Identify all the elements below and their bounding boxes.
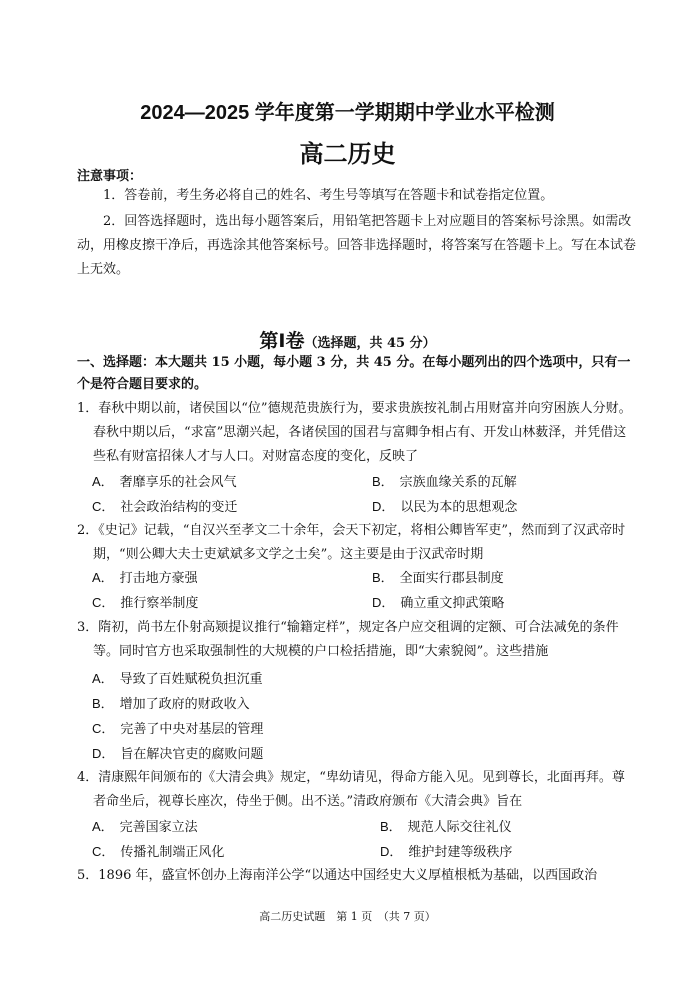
option-text: 传播礼制端正风化: [120, 845, 225, 860]
option-letter: D．: [380, 844, 403, 859]
exam-subject: 高二历史: [299, 140, 396, 168]
question-stem: 4．清康熙年间颁布的《大清会典》规定，“卑幼请见，得命方能入见。见到尊长，北面再拜。尊者命坐后，视尊长座次，侍坐于侧。出不送。”清政府颁布《大清会典》旨在: [77, 770, 625, 809]
question-3: [77, 616, 633, 664]
q1-option-d[interactable]: [372, 497, 517, 518]
question-stem: 2．《史记》记载，“自汉兴至孝文二十余年，会天下初定，将相公卿皆军吏”，然而到了汉武帝时期，“则公卿大夫士吏斌斌多文学之士矣”。这主要是由于汉武帝时期: [77, 523, 626, 562]
option-letter: D．: [92, 746, 115, 761]
q3-option-d[interactable]: [92, 744, 263, 765]
question-1: [77, 397, 633, 469]
option-letter: C．: [92, 721, 115, 736]
option-text: 增加了政府的财政收入: [119, 697, 250, 712]
question-2: [77, 519, 633, 567]
option-text: 以民为本的思想观念: [400, 500, 518, 515]
option-text: 推行察举制度: [120, 596, 199, 611]
option-text: 奢靡享乐的社会风气: [119, 475, 237, 490]
option-letter: B．: [92, 696, 114, 711]
page-footer: 高二历史试题 第 1 页 （共 7 页）: [259, 910, 436, 923]
option-letter: B．: [372, 474, 394, 489]
option-text: 确立重文抑武策略: [400, 596, 505, 611]
question-5: [77, 864, 633, 888]
option-letter: C．: [92, 844, 115, 859]
option-text: 完善了中央对基层的管理: [120, 722, 264, 737]
q1-option-b[interactable]: [372, 472, 517, 493]
option-text: 全面实行郡县制度: [399, 571, 504, 586]
option-text: 规范人际交往礼仪: [407, 820, 512, 835]
option-text: 宗族血缘关系的瓦解: [399, 475, 517, 490]
option-text: 打击地方豪强: [119, 571, 198, 586]
part-1-subtitle: （选择题，共 45 分）: [304, 336, 436, 351]
section-instructions: 一、选择题：本大题共 15 小题，每小题 3 分，共 45 分。在每小题列出的四个选项中，只有一个是符合题目要求的。: [77, 355, 631, 392]
option-text: 社会政治结构的变迁: [120, 500, 238, 515]
q3-option-b[interactable]: [92, 694, 250, 715]
option-text: 维护封建等级秩序: [408, 845, 513, 860]
option-letter: C．: [92, 499, 115, 514]
question-stem: 5．1896 年，盛宣怀创办上海南洋公学“以通达中国经史大义厚植根柢为基础，以西国政治: [77, 868, 598, 883]
q2-option-d[interactable]: [372, 593, 504, 614]
q4-option-a[interactable]: [92, 817, 198, 838]
q2-option-c[interactable]: [92, 593, 198, 614]
option-text: 导致了百姓赋税负担沉重: [119, 672, 263, 687]
q4-option-d[interactable]: [380, 842, 512, 863]
q4-option-b[interactable]: [380, 817, 512, 838]
part-1-heading: [0, 326, 695, 353]
q1-option-a[interactable]: [92, 472, 237, 493]
option-letter: D．: [372, 595, 395, 610]
question-stem: 1．春秋中期以前，诸侯国以“位”德规范贵族行为，要求贵族按礼制占用财富并向穷困族人分财。春秋中期以后，“求富”思潮兴起，各诸侯国的国君与富卿争相占有、开发山林薮泽，并凭借这些私有财富招徕人才与人口。对财富态度的变化，反映了: [77, 401, 632, 464]
option-letter: D．: [372, 499, 395, 514]
q3-option-c[interactable]: [92, 719, 263, 740]
option-letter: B．: [380, 819, 402, 834]
q3-option-a[interactable]: [92, 669, 263, 690]
option-letter: C．: [92, 595, 115, 610]
option-letter: A．: [92, 671, 114, 686]
notice-heading: 注意事项：: [77, 169, 143, 184]
option-text: 旨在解决官吏的腐败问题: [120, 747, 264, 762]
question-stem: 3．隋初，尚书左仆射高颎提议推行“输籍定样”，规定各户应交租调的定额、可合法减免的条件等。同时官方也采取强制性的大规模的户口检括措施，即“大索貌阅”。这些措施: [77, 620, 619, 659]
option-text: 完善国家立法: [119, 820, 198, 835]
exam-title: 2024—2025 学年度第一学期期中学业水平检测: [140, 102, 555, 124]
q2-option-a[interactable]: [92, 568, 198, 589]
part-1-title: 第Ⅰ卷: [259, 330, 305, 352]
option-letter: B．: [372, 570, 394, 585]
notice-item-1: 1．答卷前，考生务必将自己的姓名、考生号等填写在答题卡和试卷指定位置。: [103, 188, 554, 203]
q4-option-c[interactable]: [92, 842, 224, 863]
question-4: [77, 766, 633, 814]
option-letter: A．: [92, 570, 114, 585]
option-letter: A．: [92, 819, 114, 834]
q2-option-b[interactable]: [372, 568, 504, 589]
q1-option-c[interactable]: [92, 497, 237, 518]
option-letter: A．: [92, 474, 114, 489]
notice-item-2: 2．回答选择题时，选出每小题答案后，用铅笔把答题卡上对应题目的答案标号涂黑。如需改动，用橡皮擦干净后，再选涂其他答案标号。回答非选择题时，将答案写在答题卡上。写在本试卷上无效。: [77, 214, 637, 277]
